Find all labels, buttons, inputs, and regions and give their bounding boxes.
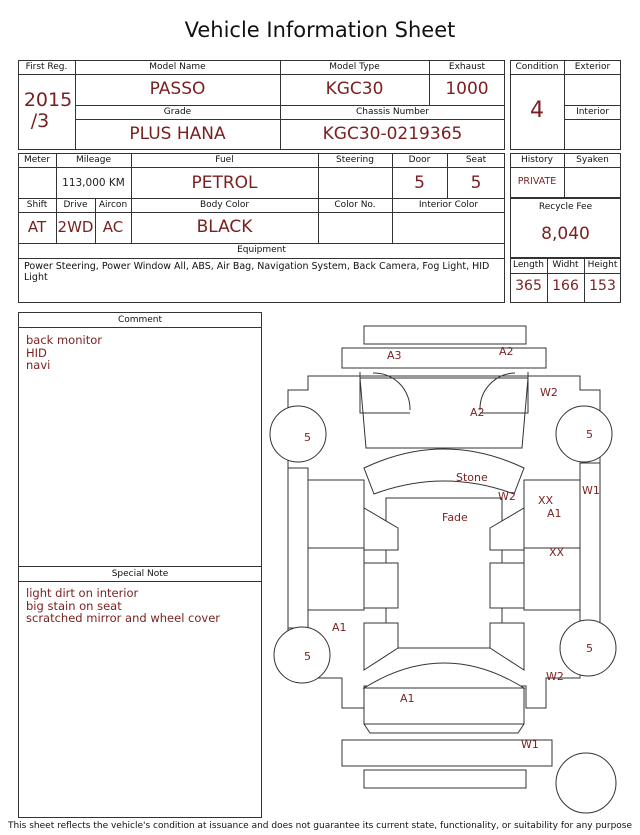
condition-label: Condition [515,62,559,72]
mark-w2-rear: W2 [546,670,564,683]
spare-tire [556,753,616,813]
trunk-part [364,688,524,724]
mark-tire-front-right: 5 [586,428,593,441]
mark-a1-left: A1 [332,621,347,634]
grade-value: PLUS HANA [129,124,226,144]
chassis-number-label: Chassis Number [355,107,430,117]
tire-front-right [556,406,612,462]
length-label: Length [512,260,545,270]
width-label: Widht [552,260,579,270]
mark-stone: Stone [456,471,488,484]
mark-a3: A3 [387,349,402,362]
mark-a1-rear: A1 [400,692,415,705]
body-color-label: Body Color [199,200,250,210]
special-note-text: light dirt on interior big stain on seat scratched mirror and wheel cover [26,586,221,625]
mark-xx-lower: XX [549,546,565,559]
front-bumper-part [364,326,526,344]
door-label: Door [408,155,431,165]
comment-text: back monitor HID navi [26,333,102,372]
interior-label: Interior [576,107,609,117]
model-type-label: Model Type [329,62,380,72]
history-label: History [520,155,554,165]
mark-w2-top-right: W2 [540,386,558,399]
front-grille-part [342,348,546,368]
first-reg-label: First Reg. [25,62,68,72]
left-rear-door-part [308,548,364,610]
width-value: 166 [552,278,579,294]
sheet-title: Vehicle Information Sheet [184,18,456,42]
fuel-label: Fuel [215,155,234,165]
seat-value: 5 [470,173,482,193]
exhaust-label: Exhaust [448,62,486,72]
syaken-label: Syaken [576,155,609,165]
car-damage-diagram [268,318,640,818]
mark-xx-upper: XX [538,494,554,507]
chassis-number-value: KGC30-0219365 [322,124,463,144]
color-no-label: Color No. [334,200,376,210]
windshield-part [364,449,524,494]
aircon-value: AC [102,218,124,236]
comment-label: Comment [117,315,163,325]
mileage-label: Mileage [75,155,112,165]
left-front-door-part [308,480,364,548]
tire-rear-left [274,627,330,683]
mark-tire-front-left: 5 [304,431,311,444]
door-value: 5 [414,173,425,193]
mark-w2-mid: W2 [498,490,516,503]
special-note-label: Special Note [111,569,169,579]
model-name-value: PASSO [149,79,206,99]
recycle-fee-value: 8,040 [541,224,590,244]
mark-a2-hood: A2 [470,406,485,419]
steering-label: Steering [336,155,374,165]
mark-w1-right: W1 [582,484,600,497]
mark-tire-rear-right: 5 [586,642,593,655]
shift-label: Shift [26,200,48,210]
mark-fade: Fade [442,511,468,524]
shift-value: AT [27,218,47,236]
tire-front-left [270,406,326,462]
condition-grade: 4 [530,98,544,123]
history-value: PRIVATE [517,176,557,187]
mark-w1-bottom: W1 [521,738,539,751]
drive-value: 2WD [57,218,94,236]
first-reg-month: /3 [30,110,50,132]
disclaimer-footer: This sheet reflects the vehicle's condition at issuance and does not guarantee its current state, functionality, or suitability for any purpose [7,821,633,831]
model-type-value: KGC30 [325,79,384,99]
length-value: 365 [515,278,542,294]
interior-color-label: Interior Color [418,200,479,210]
meter-label: Meter [23,155,51,165]
drive-label: Drive [63,200,88,210]
mark-a2-top: A2 [499,345,514,358]
model-name-label: Model Name [149,62,206,72]
aircon-label: Aircon [98,200,128,210]
height-label: Height [587,260,618,270]
mark-a1-right: A1 [547,507,562,520]
exhaust-value: 1000 [445,79,489,99]
first-reg-year: 2015 [23,89,73,111]
equipment-list: Power Steering, Power Window All, ABS, Air Bag, Navigation System, Back Camera, Fog Light, HID Light [24,261,490,283]
height-value: 153 [589,278,616,294]
equipment-label: Equipment [237,245,286,255]
exterior-label: Exterior [574,62,611,72]
mark-tire-rear-left: 5 [304,650,311,663]
recycle-fee-label: Recycle Fee [538,202,593,212]
mileage-value: 113,000 KM [62,177,125,189]
fuel-value: PETROL [191,173,258,193]
seat-label: Seat [465,155,487,165]
rear-window-part [364,663,524,688]
body-color-value: BLACK [196,217,253,237]
grade-label: Grade [163,107,192,117]
